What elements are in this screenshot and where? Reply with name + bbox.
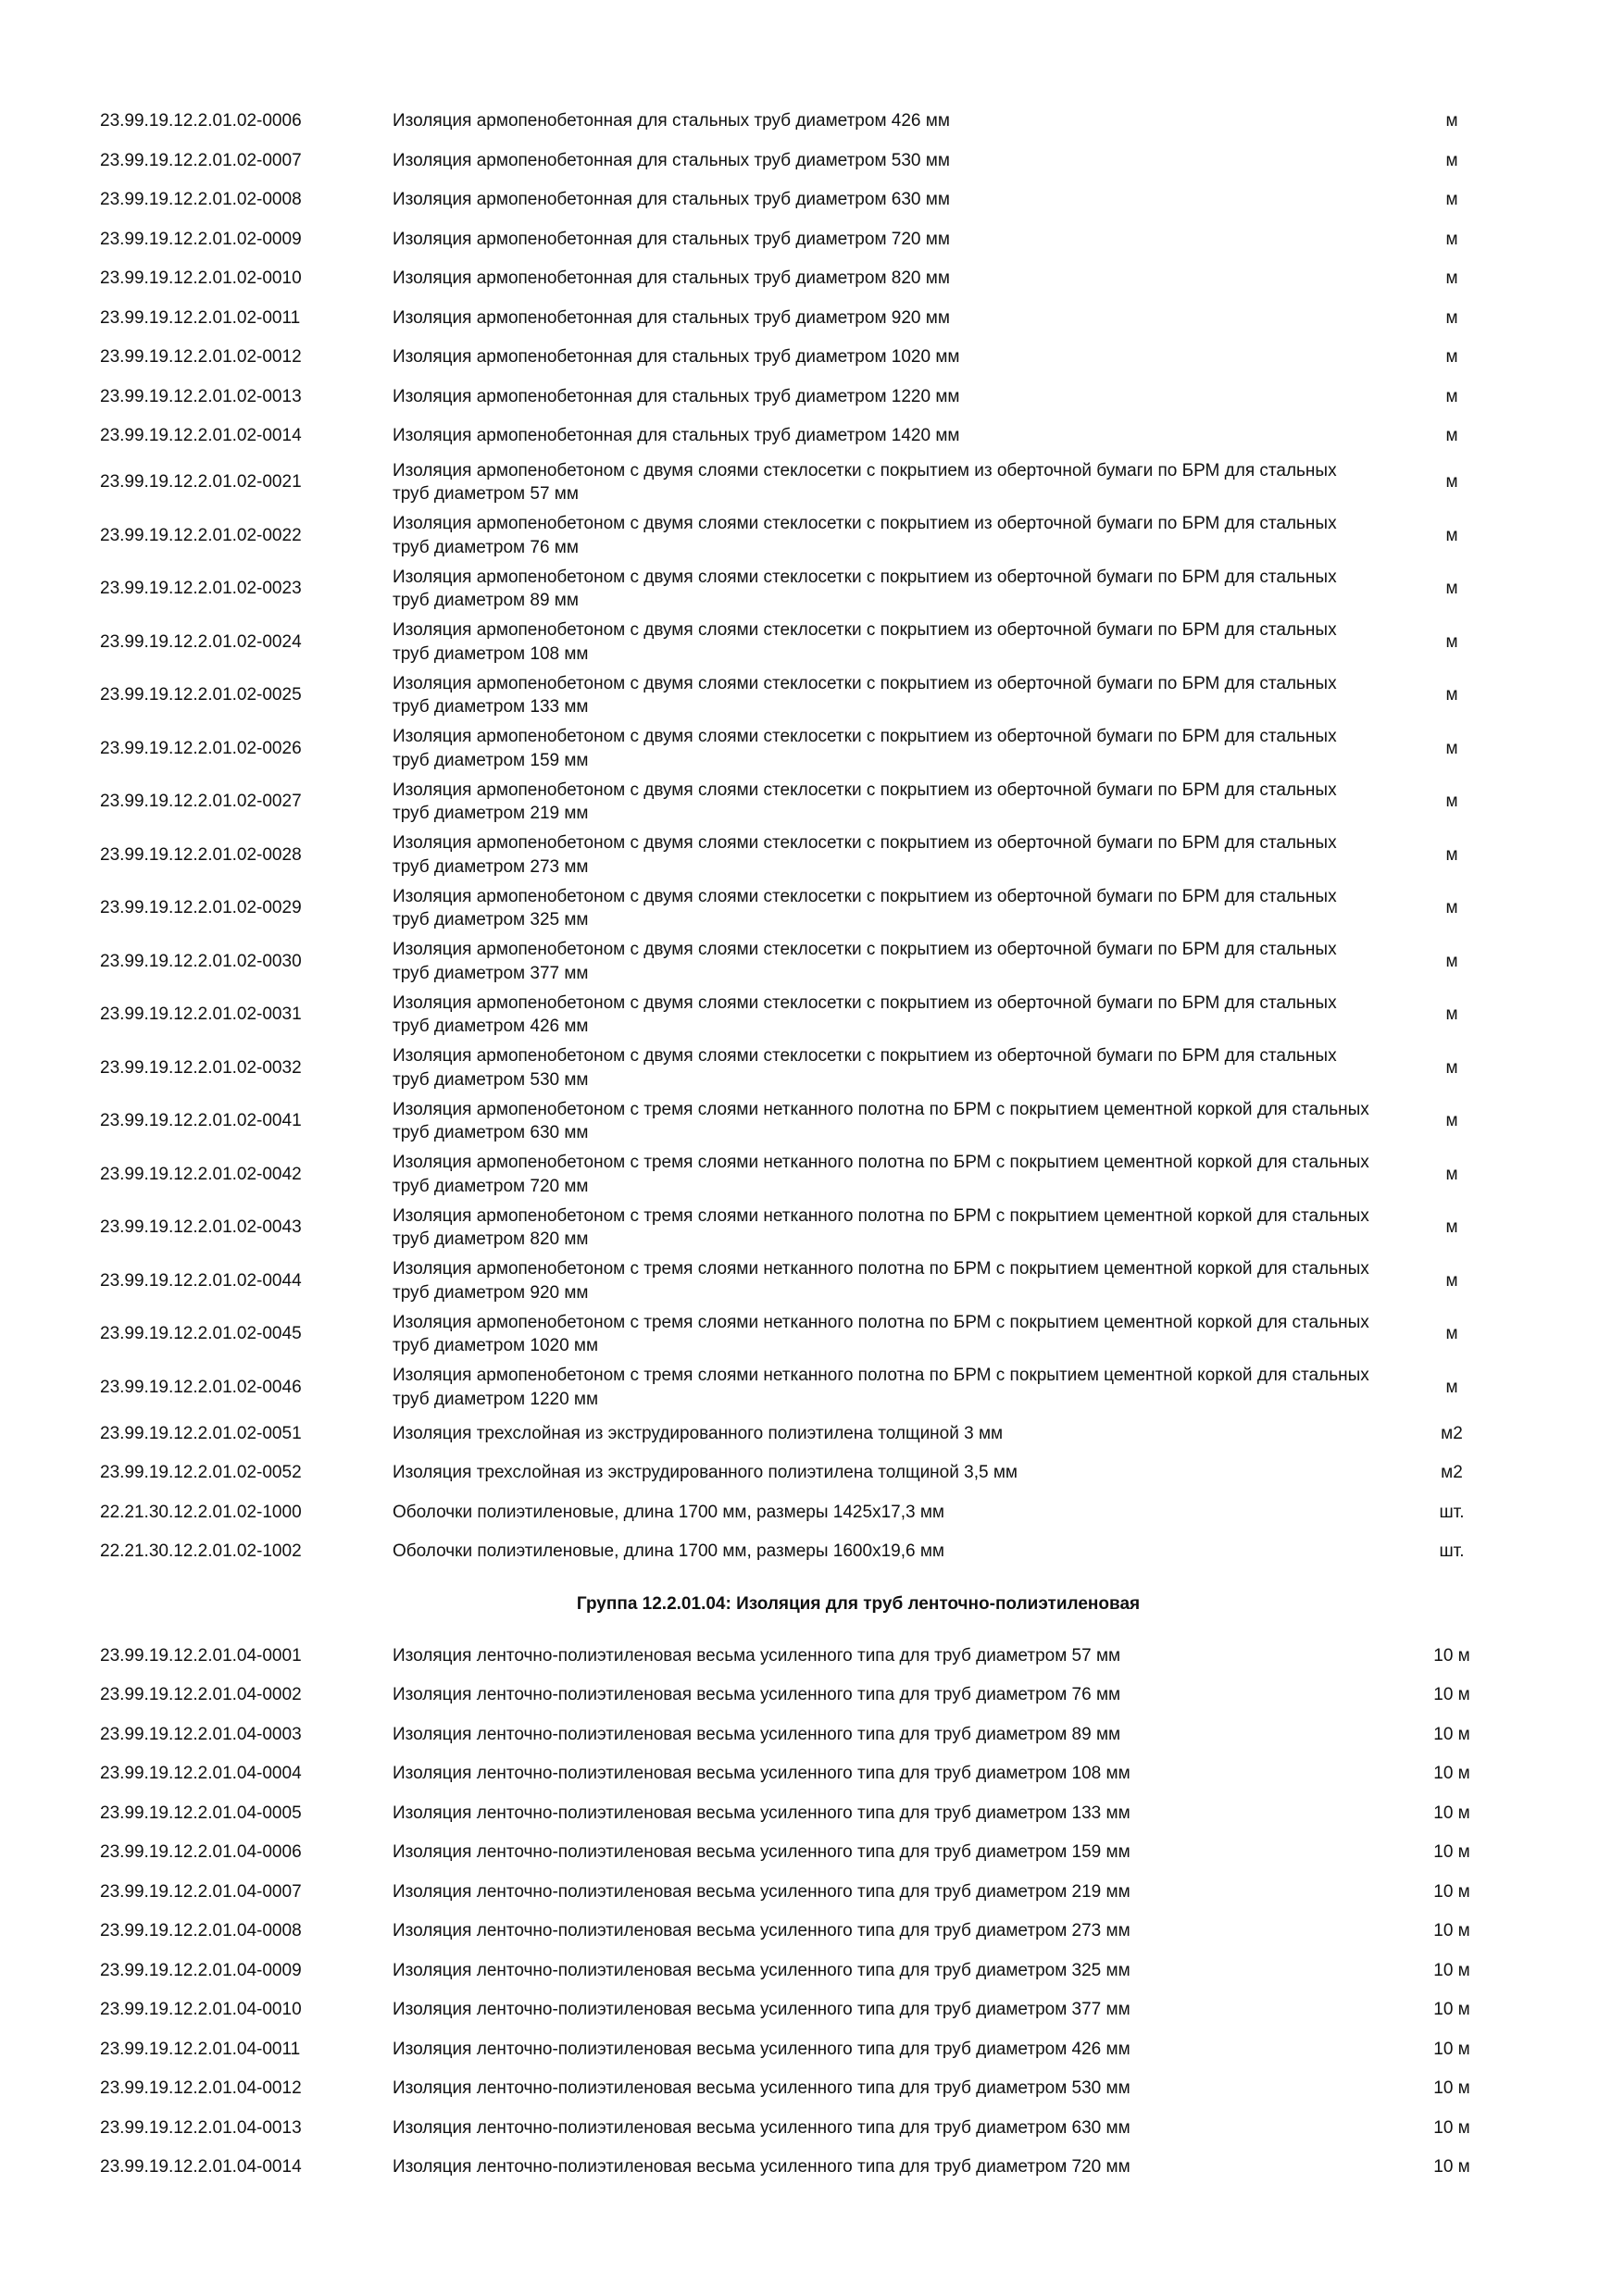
- table-row: [0, 1794, 1624, 1834]
- resource-name: Изоляция армопенобетоном с двумя слоями стеклосетки с покрытием из оберточной бумаги по БРМ для стальных труб диаметром 377 мм: [393, 940, 1337, 983]
- resource-code: 23.99.19.12.2.01.04-0014: [100, 2157, 302, 2177]
- resource-name: Изоляция армопенобетонная для стальных труб диаметром 1220 мм: [393, 386, 960, 406]
- resource-name: Изоляция армопенобетоном с тремя слоями нетканного полотна по БРМ с покрытием цементной коркой для стальных труб диаметром 820 мм: [393, 1205, 1369, 1250]
- table-row: [0, 935, 1624, 989]
- table-row: [0, 2030, 1624, 2070]
- table-row: [0, 509, 1624, 563]
- unit-of-measure: м: [1445, 579, 1458, 599]
- resource-name: Изоляция ленточно-полиэтиленовая весьма усиленного типа для труб диаметром 57 мм: [393, 1645, 1121, 1666]
- resource-name: Изоляция армопенобетонная для стальных труб диаметром 530 мм: [393, 150, 950, 170]
- resource-name: Изоляция ленточно-полиэтиленовая весьма усиленного типа для труб диаметром 630 мм: [393, 2117, 1131, 2138]
- resource-name: Изоляция ленточно-полиэтиленовая весьма усиленного типа для труб диаметром 76 мм: [393, 1685, 1121, 1705]
- resource-code: 23.99.19.12.2.01.02-0012: [100, 347, 302, 368]
- table-row: [0, 829, 1624, 882]
- resource-code: 23.99.19.12.2.01.04-0003: [100, 1724, 302, 1744]
- unit-of-measure: м: [1445, 1057, 1458, 1078]
- unit-of-measure: м: [1445, 307, 1458, 328]
- table-row: [0, 338, 1624, 378]
- table-row: [0, 1990, 1624, 2030]
- resource-name: Изоляция армопенобетоном с тремя слоями нетканного полотна по БРМ с покрытием цементной коркой для стальных труб диаметром 1020 мм: [393, 1312, 1369, 1356]
- resource-code: 23.99.19.12.2.01.02-0023: [100, 579, 302, 599]
- table-row: [0, 1042, 1624, 1095]
- table-row: [0, 1361, 1624, 1415]
- table-row: [0, 259, 1624, 299]
- resource-code: 23.99.19.12.2.01.02-0030: [100, 951, 302, 971]
- table-row: [0, 722, 1624, 776]
- unit-of-measure: м: [1445, 111, 1458, 131]
- unit-of-measure: м: [1445, 1164, 1458, 1184]
- resource-code: 23.99.19.12.2.01.02-0028: [100, 844, 302, 865]
- resource-code: 23.99.19.12.2.01.02-0025: [100, 685, 302, 705]
- resource-name: Изоляция армопенобетоном с двумя слоями стеклосетки с покрытием из оберточной бумаги по БРМ для стальных труб диаметром 133 мм: [393, 673, 1337, 718]
- table-row: [0, 776, 1624, 830]
- unit-of-measure: м: [1445, 472, 1458, 493]
- unit-of-measure: м: [1445, 525, 1458, 545]
- resource-name: Изоляция армопенобетоном с тремя слоями нетканного полотна по БРМ с покрытием цементной коркой для стальных труб диаметром 720 мм: [393, 1153, 1369, 1196]
- resource-code: 23.99.19.12.2.01.02-0008: [100, 190, 302, 210]
- unit-of-measure: м: [1445, 951, 1458, 971]
- unit-of-measure: м: [1445, 1004, 1458, 1025]
- resource-code: 23.99.19.12.2.01.04-0013: [100, 2117, 302, 2138]
- unit-of-measure: м: [1445, 844, 1458, 865]
- unit-of-measure: 10 м: [1433, 2039, 1470, 2059]
- table-row: [0, 1912, 1624, 1952]
- table-row: [0, 1493, 1624, 1533]
- table-row: [0, 417, 1624, 456]
- unit-of-measure: 10 м: [1433, 1803, 1470, 1823]
- unit-of-measure: 10 м: [1433, 1685, 1470, 1705]
- resource-code: 23.99.19.12.2.01.02-0043: [100, 1217, 302, 1238]
- unit-of-measure: м: [1445, 386, 1458, 406]
- resource-code: 23.99.19.12.2.01.02-0042: [100, 1164, 302, 1184]
- table-row: [0, 299, 1624, 339]
- resource-name: Изоляция армопенобетоном с двумя слоями стеклосетки с покрытием из оберточной бумаги по БРМ для стальных труб диаметром 108 мм: [393, 620, 1337, 664]
- table-row: [0, 2148, 1624, 2188]
- resource-code: 23.99.19.12.2.01.02-0029: [100, 898, 302, 918]
- resource-code: 23.99.19.12.2.01.02-0044: [100, 1270, 302, 1291]
- table-row: [0, 102, 1624, 142]
- table-row: [0, 669, 1624, 723]
- resource-name: Изоляция ленточно-полиэтиленовая весьма усиленного типа для труб диаметром 377 мм: [393, 2000, 1131, 2020]
- unit-of-measure: 10 м: [1433, 1724, 1470, 1744]
- unit-of-measure: шт.: [1439, 1502, 1465, 1522]
- unit-of-measure: 10 м: [1433, 1881, 1470, 1902]
- unit-of-measure: м: [1445, 268, 1458, 289]
- resource-name: Изоляция ленточно-полиэтиленовая весьма усиленного типа для труб диаметром 720 мм: [393, 2157, 1131, 2177]
- document-page: [0, 102, 1624, 2188]
- table-row: [0, 1716, 1624, 1755]
- table-row: [0, 1095, 1624, 1149]
- resource-code: 23.99.19.12.2.01.02-0031: [100, 1004, 302, 1025]
- resource-name: Изоляция армопенобетоном с двумя слоями стеклосетки с покрытием из оберточной бумаги по БРМ для стальных труб диаметром 57 мм: [393, 460, 1337, 505]
- unit-of-measure: м: [1445, 738, 1458, 758]
- unit-of-measure: м: [1445, 150, 1458, 170]
- resource-name: Изоляция армопенобетоном с тремя слоями нетканного полотна по БРМ с покрытием цементной коркой для стальных труб диаметром 1220 мм: [393, 1366, 1369, 1409]
- resource-code: 23.99.19.12.2.01.02-0022: [100, 525, 302, 545]
- unit-of-measure: м: [1445, 229, 1458, 249]
- unit-of-measure: 10 м: [1433, 2000, 1470, 2020]
- resource-code: 23.99.19.12.2.01.04-0004: [100, 1764, 302, 1784]
- resource-code: 23.99.19.12.2.01.04-0005: [100, 1803, 302, 1823]
- unit-of-measure: м: [1445, 347, 1458, 368]
- table-row: [0, 1415, 1624, 1454]
- resource-code: 23.99.19.12.2.01.04-0006: [100, 1842, 302, 1863]
- resource-code: 23.99.19.12.2.01.02-0010: [100, 268, 302, 289]
- resource-code: 23.99.19.12.2.01.02-0026: [100, 738, 302, 758]
- resource-code: 23.99.19.12.2.01.02-0027: [100, 792, 302, 812]
- resource-name: Изоляция ленточно-полиэтиленовая весьма усиленного типа для труб диаметром 108 мм: [393, 1764, 1131, 1784]
- unit-of-measure: 10 м: [1433, 2078, 1470, 2099]
- table-row: [0, 1254, 1624, 1308]
- resource-name: Изоляция армопенобетонная для стальных труб диаметром 720 мм: [393, 229, 950, 249]
- resource-name: Изоляция армопенобетоном с тремя слоями нетканного полотна по БРМ с покрытием цементной коркой для стальных труб диаметром 920 мм: [393, 1259, 1369, 1303]
- unit-of-measure: м: [1445, 426, 1458, 446]
- price-table-section-group-12-2-01-04: [0, 1637, 1624, 2188]
- resource-code: 23.99.19.12.2.01.04-0001: [100, 1645, 302, 1666]
- resource-name: Изоляция армопенобетоном с двумя слоями стеклосетки с покрытием из оберточной бумаги по БРМ для стальных труб диаметром 76 мм: [393, 514, 1337, 557]
- table-row: [0, 989, 1624, 1042]
- unit-of-measure: 10 м: [1433, 1921, 1470, 1941]
- unit-of-measure: м: [1445, 190, 1458, 210]
- unit-of-measure: м: [1445, 1377, 1458, 1397]
- table-row: [0, 1952, 1624, 1991]
- resource-code: 23.99.19.12.2.01.02-0021: [100, 472, 302, 493]
- resource-code: 23.99.19.12.2.01.02-0045: [100, 1324, 302, 1344]
- resource-code: 23.99.19.12.2.01.02-0051: [100, 1423, 302, 1443]
- resource-name: Изоляция армопенобетонная для стальных труб диаметром 1420 мм: [393, 426, 960, 446]
- resource-code: 23.99.19.12.2.01.04-0007: [100, 1881, 302, 1902]
- resource-code: 23.99.19.12.2.01.02-0046: [100, 1377, 302, 1397]
- resource-name: Изоляция армопенобетонная для стальных труб диаметром 820 мм: [393, 268, 950, 289]
- table-row: [0, 616, 1624, 669]
- group-heading: Группа 12.2.01.04: Изоляция для труб ленточно-полиэтиленовая: [576, 1593, 1141, 1614]
- resource-name: Оболочки полиэтиленовые, длина 1700 мм, размеры 1425х17,3 мм: [393, 1502, 944, 1522]
- resource-name: Изоляция ленточно-полиэтиленовая весьма усиленного типа для труб диаметром 133 мм: [393, 1803, 1131, 1823]
- table-row: [0, 456, 1624, 510]
- resource-name: Изоляция армопенобетонная для стальных труб диаметром 426 мм: [393, 111, 950, 131]
- table-row: [0, 142, 1624, 181]
- resource-code: 23.99.19.12.2.01.04-0002: [100, 1685, 302, 1705]
- resource-name: Изоляция ленточно-полиэтиленовая весьма усиленного типа для труб диаметром 426 мм: [393, 2039, 1131, 2059]
- unit-of-measure: 10 м: [1433, 1764, 1470, 1784]
- table-row: [0, 1308, 1624, 1362]
- unit-of-measure: м: [1445, 631, 1458, 652]
- resource-code: 23.99.19.12.2.01.02-0009: [100, 229, 302, 249]
- resource-name: Изоляция ленточно-полиэтиленовая весьма усиленного типа для труб диаметром 530 мм: [393, 2078, 1131, 2099]
- table-row: [0, 882, 1624, 936]
- table-row: [0, 220, 1624, 260]
- resource-code: 23.99.19.12.2.01.04-0008: [100, 1921, 302, 1941]
- resource-code: 23.99.19.12.2.01.02-0006: [100, 111, 302, 131]
- resource-name: Изоляция ленточно-полиэтиленовая весьма усиленного типа для труб диаметром 325 мм: [393, 1960, 1131, 1980]
- resource-name: Изоляция армопенобетонная для стальных труб диаметром 630 мм: [393, 190, 950, 210]
- unit-of-measure: м2: [1441, 1463, 1463, 1483]
- resource-code: 23.99.19.12.2.01.02-0024: [100, 631, 302, 652]
- resource-code: 23.99.19.12.2.01.02-0011: [100, 307, 301, 328]
- resource-name: Изоляция армопенобетоном с двумя слоями стеклосетки с покрытием из оберточной бумаги по БРМ для стальных труб диаметром 273 мм: [393, 833, 1337, 877]
- unit-of-measure: 10 м: [1433, 2117, 1470, 2138]
- resource-name: Изоляция трехслойная из экструдированного полиэтилена толщиной 3 мм: [393, 1423, 1004, 1443]
- unit-of-measure: м: [1445, 1324, 1458, 1344]
- table-row: [0, 1637, 1624, 1677]
- table-row: [0, 1754, 1624, 1794]
- table-row: [0, 181, 1624, 220]
- resource-code: 23.99.19.12.2.01.02-0032: [100, 1057, 302, 1078]
- unit-of-measure: 10 м: [1433, 2157, 1470, 2177]
- table-row: [0, 1148, 1624, 1202]
- resource-name: Изоляция трехслойная из экструдированного полиэтилена толщиной 3,5 мм: [393, 1463, 1018, 1483]
- resource-code: 23.99.19.12.2.01.02-0014: [100, 426, 302, 446]
- table-row: [0, 1676, 1624, 1716]
- table-row: [0, 2109, 1624, 2149]
- unit-of-measure: 10 м: [1433, 1842, 1470, 1863]
- unit-of-measure: 10 м: [1433, 1645, 1470, 1666]
- unit-of-measure: шт.: [1439, 1541, 1465, 1562]
- resource-code: 23.99.19.12.2.01.04-0009: [100, 1960, 302, 1980]
- resource-name: Изоляция ленточно-полиэтиленовая весьма усиленного типа для труб диаметром 273 мм: [393, 1921, 1131, 1941]
- resource-name: Изоляция армопенобетонная для стальных труб диаметром 1020 мм: [393, 347, 960, 368]
- table-row: [0, 2069, 1624, 2109]
- resource-code: 23.99.19.12.2.01.02-0013: [100, 386, 302, 406]
- table-row: [0, 1833, 1624, 1873]
- resource-name: Изоляция ленточно-полиэтиленовая весьма усиленного типа для труб диаметром 89 мм: [393, 1724, 1121, 1744]
- unit-of-measure: 10 м: [1433, 1960, 1470, 1980]
- resource-code: 22.21.30.12.2.01.02-1000: [100, 1502, 302, 1522]
- resource-name: Изоляция армопенобетоном с двумя слоями стеклосетки с покрытием из оберточной бумаги по БРМ для стальных труб диаметром 159 мм: [393, 727, 1337, 770]
- resource-name: Изоляция армопенобетоном с двумя слоями стеклосетки с покрытием из оберточной бумаги по БРМ для стальных труб диаметром 219 мм: [393, 780, 1337, 824]
- resource-code: 22.21.30.12.2.01.02-1002: [100, 1541, 302, 1562]
- resource-code: 23.99.19.12.2.01.04-0010: [100, 2000, 302, 2020]
- resource-code: 23.99.19.12.2.01.02-0041: [100, 1111, 302, 1131]
- price-table-section: [0, 102, 1624, 1572]
- resource-name: Оболочки полиэтиленовые, длина 1700 мм, размеры 1600х19,6 мм: [393, 1541, 944, 1562]
- unit-of-measure: м: [1445, 1217, 1458, 1238]
- table-row: [0, 378, 1624, 418]
- table-row: [0, 1873, 1624, 1913]
- table-row: [0, 1202, 1624, 1255]
- resource-code: 23.99.19.12.2.01.04-0011: [100, 2039, 301, 2059]
- unit-of-measure: м: [1445, 1111, 1458, 1131]
- resource-name: Изоляция ленточно-полиэтиленовая весьма усиленного типа для труб диаметром 219 мм: [393, 1881, 1131, 1902]
- resource-name: Изоляция ленточно-полиэтиленовая весьма усиленного типа для труб диаметром 159 мм: [393, 1842, 1131, 1863]
- unit-of-measure: м: [1445, 685, 1458, 705]
- table-row: [0, 1454, 1624, 1493]
- resource-code: 23.99.19.12.2.01.02-0007: [100, 150, 302, 170]
- resource-name: Изоляция армопенобетоном с двумя слоями стеклосетки с покрытием из оберточной бумаги по БРМ для стальных труб диаметром 325 мм: [393, 886, 1337, 930]
- table-row: [0, 1532, 1624, 1572]
- table-row: [0, 563, 1624, 617]
- resource-name: Изоляция армопенобетоном с двумя слоями стеклосетки с покрытием из оберточной бумаги по БРМ для стальных труб диаметром 530 мм: [393, 1046, 1337, 1090]
- resource-name: Изоляция армопенобетоном с тремя слоями нетканного полотна по БРМ с покрытием цементной коркой для стальных труб диаметром 630 мм: [393, 1099, 1369, 1143]
- resource-code: 23.99.19.12.2.01.02-0052: [100, 1463, 302, 1483]
- resource-code: 23.99.19.12.2.01.04-0012: [100, 2078, 302, 2099]
- unit-of-measure: м2: [1441, 1423, 1463, 1443]
- resource-name: Изоляция армопенобетоном с двумя слоями стеклосетки с покрытием из оберточной бумаги по БРМ для стальных труб диаметром 426 мм: [393, 992, 1337, 1037]
- unit-of-measure: м: [1445, 1270, 1458, 1291]
- resource-name: Изоляция армопенобетонная для стальных труб диаметром 920 мм: [393, 307, 950, 328]
- unit-of-measure: м: [1445, 898, 1458, 918]
- resource-name: Изоляция армопенобетоном с двумя слоями стеклосетки с покрытием из оберточной бумаги по БРМ для стальных труб диаметром 89 мм: [393, 567, 1337, 611]
- unit-of-measure: м: [1445, 792, 1458, 812]
